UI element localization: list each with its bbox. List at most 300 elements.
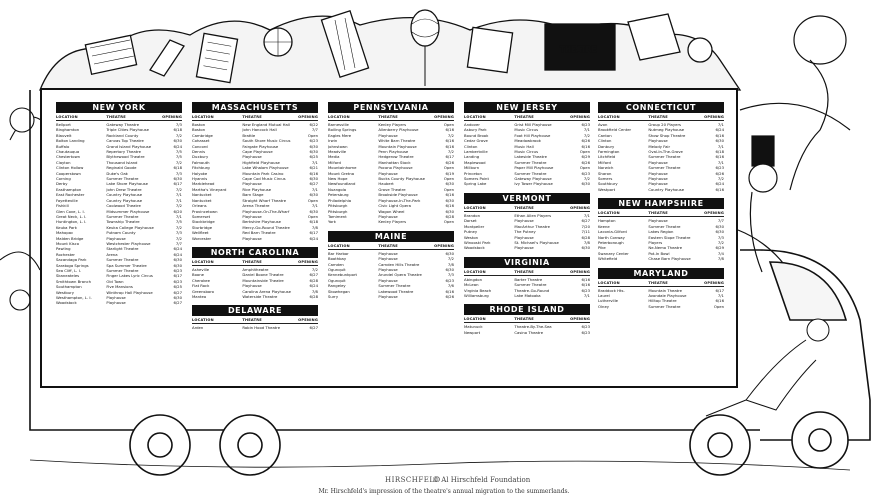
location-cell: Derby (56, 181, 68, 187)
location-cell: Danbury (598, 143, 615, 149)
opening-cell: 6/30 (309, 149, 318, 155)
location-cell: Duxbury (192, 154, 209, 160)
opening-cell: 6/30 (173, 257, 182, 263)
opening-cell: 6/16 (581, 276, 590, 282)
opening-cell: 7/2 (447, 256, 454, 262)
opening-cell: 7/5 (175, 219, 182, 225)
location-cell: Dennis (192, 149, 206, 155)
opening-cell: 6/30 (309, 143, 318, 149)
theatre-cell: Playhouse-In-The-Park (378, 197, 421, 203)
location-cell: Martha's Vineyard (192, 186, 227, 192)
state-block (598, 268, 724, 310)
column-label-theatre: THEATRE (106, 115, 126, 119)
column-header (192, 318, 318, 324)
column-header (464, 115, 590, 121)
theatre-cell: Playhouse (648, 218, 668, 224)
theatre-cell: Casino Theatre (514, 329, 544, 335)
opening-cell: 6/30 (173, 138, 182, 144)
opening-cell: 7/1 (583, 292, 590, 298)
opening-cell: 6/29 (715, 245, 724, 251)
opening-cell: 6/23 (581, 122, 590, 127)
theatre-cell: Playhouse (378, 213, 398, 219)
opening-cell: Open (443, 176, 454, 182)
opening-cell: 7/3 (717, 234, 724, 240)
opening-cell: 6/17 (715, 287, 724, 293)
column-label-theatre: THEATRE (648, 115, 668, 119)
location-cell: Easthampton (56, 186, 82, 192)
opening-cell: 7/8 (717, 256, 724, 262)
theatre-cell: Eastern Slope Theatre (648, 234, 691, 240)
column-label-opening: OPENING (570, 115, 590, 119)
theatre-cell: Grist Mill Playhouse (514, 122, 552, 127)
theatre-cell: St. Michael's Playhouse (514, 239, 559, 245)
location-cell: Boiling Springs (328, 127, 357, 133)
location-cell: Cherokee (192, 277, 210, 283)
state-header: VERMONT (464, 193, 590, 204)
location-cell: Williamsburg (464, 292, 489, 298)
opening-cell: 7/8 (447, 261, 454, 267)
opening-cell: 6/24 (173, 246, 182, 252)
location-cell: Meadville (328, 149, 347, 155)
state-block (328, 231, 454, 300)
theatre-cell: Winthrop Hall Playhouse (106, 289, 153, 295)
location-cell: Mount Gretna (328, 170, 355, 176)
table-row (328, 294, 454, 299)
location-cell: Wellfleet (192, 230, 209, 236)
location-cell: Putney (464, 229, 478, 235)
opening-cell: 6/26 (445, 293, 454, 299)
opening-cell: 7/1 (583, 212, 590, 218)
theatre-cell: Playhouse (378, 132, 398, 138)
opening-cell: 7/2 (175, 159, 182, 165)
opening-cell: 6/18 (173, 165, 182, 171)
theatre-cell: Country Playhouse (106, 197, 143, 203)
opening-cell: 6/20 (173, 208, 182, 214)
opening-cell: Open (713, 303, 724, 309)
opening-cell: 6/24 (173, 251, 182, 257)
theatre-cell: Playhouse (378, 170, 398, 176)
column-label-theatre: THEATRE (514, 317, 534, 322)
table-row (328, 219, 454, 224)
opening-cell: 6/19 (445, 170, 454, 176)
column-header (598, 115, 724, 121)
theatre-cell: Lake Matoaka (514, 292, 541, 298)
opening-cell: 7/2 (175, 186, 182, 192)
column-label-location: LOCATION (192, 259, 214, 264)
location-cell: Boston (192, 122, 206, 127)
state-header: VIRGINIA (464, 257, 590, 268)
column-label-theatre: THEATRE (648, 280, 668, 285)
location-cell: North Conway (598, 234, 625, 240)
column-header (192, 260, 318, 266)
state-header: MARYLAND (598, 268, 724, 279)
column-label-theatre: THEATRE (378, 243, 398, 248)
opening-cell: 6/25 (309, 154, 318, 160)
column-label-location: LOCATION (192, 318, 214, 323)
opening-cell: 6/24 (715, 127, 724, 133)
column-label-opening: OPENING (298, 259, 318, 264)
opening-cell: 6/16 (715, 298, 724, 304)
column-label-opening: OPENING (434, 115, 454, 119)
location-cell: Arden (192, 325, 204, 331)
opening-cell: 7/1 (175, 213, 182, 219)
theatre-cell: Ivy Tower Playhouse (514, 181, 553, 187)
state-block (464, 304, 590, 335)
column-label-theatre: THEATRE (514, 205, 534, 210)
opening-cell: 6/30 (309, 176, 318, 182)
location-cell: Asbury Park (464, 127, 487, 133)
theatre-cell: Playhouse (242, 154, 262, 160)
theatre-cell: Westchester Playhouse (106, 240, 151, 246)
opening-cell: 7/1 (311, 159, 318, 165)
location-cell: Media (328, 154, 340, 160)
opening-cell: 7/2 (175, 235, 182, 241)
location-cell: Worcester (192, 235, 212, 241)
opening-cell: 6/24 (309, 235, 318, 241)
svg-text:THEATRE: THEATRE (560, 45, 597, 54)
theatre-cell: Playhouse (648, 176, 668, 182)
theatre-cell: Summer Theatre (106, 257, 139, 263)
theatre-cell: Five Mansions (106, 284, 133, 290)
opening-cell: Open (579, 165, 590, 171)
table-row (192, 294, 318, 299)
state-header: NORTH CAROLINA (192, 247, 318, 258)
opening-cell: 6/23 (173, 267, 182, 273)
opening-cell: 6/27 (309, 181, 318, 187)
opening-cell: 7/1 (175, 197, 182, 203)
theatre-cell: The Putney (514, 229, 536, 235)
theatre-cell: Mountain Playhouse (378, 143, 417, 149)
location-cell: Boone (192, 272, 204, 278)
column-header (464, 317, 590, 323)
opening-cell: 6/18 (173, 127, 182, 133)
state-header: MASSACHUSETTS (192, 102, 318, 113)
table-row (464, 181, 590, 186)
location-cell: Johnstown (328, 143, 348, 149)
theatre-cell: Wagon Wheel (378, 208, 405, 214)
theatre-cell: Summer Theatre (514, 159, 547, 165)
location-cell: McLean (464, 282, 479, 288)
opening-cell: 6/24 (309, 283, 318, 289)
column-label-location: LOCATION (598, 280, 620, 285)
playbill-board (40, 88, 738, 388)
location-cell: Fayetteville (56, 197, 78, 203)
theatre-cell: Arundel Opera Theatre (378, 272, 422, 278)
opening-cell: 7/1 (583, 127, 590, 133)
theatre-cell: Lake Whalom Playhouse (242, 165, 289, 171)
location-cell: Hyannis (192, 176, 208, 182)
opening-cell: 6/22 (309, 122, 318, 127)
opening-cell: 6/30 (715, 138, 724, 144)
location-cell: Bellport (56, 122, 71, 127)
column-label-opening: OPENING (298, 115, 318, 119)
column-header (328, 115, 454, 121)
location-cell: Petersburg (328, 192, 349, 198)
artist-signature: HIRSCHFELD (385, 476, 441, 484)
theatre-cell: Playhouse (242, 235, 262, 241)
location-cell: Concord (192, 143, 208, 149)
location-cell: Olney (598, 303, 610, 309)
theatre-cell: Lakeside Theatre (514, 154, 547, 160)
theatre-cell: Blythewood Theatre (106, 154, 145, 160)
location-cell: Newfoundland (328, 181, 356, 187)
location-cell: Asheville (192, 266, 210, 272)
theatre-cell: MacArthur Theatre (514, 223, 550, 229)
theatre-cell: Manhattan Stock (378, 159, 411, 165)
column-label-location: LOCATION (192, 115, 214, 119)
location-cell: Southampton (56, 284, 82, 290)
theatre-cell: Playhouse (648, 170, 668, 176)
column-header (598, 211, 724, 217)
theatre-cell: Playhouse (106, 300, 126, 306)
opening-cell: 6/18 (715, 149, 724, 155)
location-cell: Clinton (464, 143, 478, 149)
theatre-cell: Playhouse (106, 235, 126, 241)
opening-cell: 6/30 (309, 208, 318, 214)
theatre-cell: Midsummer Playhouse (106, 208, 150, 214)
column-label-opening: OPENING (570, 205, 590, 210)
theatre-cell: Nutmeg Playhouse (648, 127, 685, 133)
theatre-cell: Straight Wharf Theatre (242, 197, 287, 203)
location-cell: Andover (464, 122, 480, 127)
theatre-cell: Waterside Theatre (242, 293, 278, 299)
theatre-cell: Music Circus (514, 127, 539, 133)
theatre-cell: Daniel Boone Theatre (242, 272, 284, 278)
location-cell: Pawling (56, 246, 71, 252)
opening-cell: 7/3 (175, 170, 182, 176)
location-cell: Mount Kisco (56, 240, 80, 246)
theatre-cell: Mercy-Go-Round Theatre (242, 224, 290, 230)
opening-cell: 6/16 (445, 288, 454, 294)
theatre-cell: Mountain Park Casino (242, 170, 284, 176)
theatre-cell: Old Town (106, 278, 124, 284)
opening-cell: 6/26 (715, 170, 724, 176)
opening-cell: 7/1 (311, 186, 318, 192)
table-row (192, 325, 318, 330)
location-cell: Montpelier (464, 223, 485, 229)
location-cell: Woodstock (464, 245, 485, 251)
opening-cell: 7/2 (447, 132, 454, 138)
theatre-cell: Carolina Arena Playhouse (242, 288, 291, 294)
theatre-cell: Playhouse (514, 218, 534, 224)
location-cell: Ogunquit (328, 277, 346, 283)
theatre-cell: Gateway Playhouse (514, 176, 552, 182)
column-label-location: LOCATION (464, 317, 486, 322)
state-header: CONNECTICUT (598, 102, 724, 113)
theatre-cell: Oval-In-The-Grove (648, 149, 683, 155)
opening-cell: 7/6 (447, 283, 454, 289)
theatre-cell: Grove Theatre (378, 186, 406, 192)
column-header (192, 115, 318, 121)
theatre-cell: Pocono Playhouse (378, 165, 413, 171)
theatre-cell: Hedgerow Theatre (378, 154, 414, 160)
theatre-cell: Rice Playhouse (242, 186, 272, 192)
opening-cell: 6/30 (445, 250, 454, 256)
opening-cell: 6/17 (309, 230, 318, 236)
theatre-cell: Spa Summer Theatre (106, 262, 147, 268)
column-3 (328, 102, 454, 305)
column-5 (598, 102, 724, 315)
theatre-cell: Country Playhouse (106, 192, 143, 198)
location-cell: Fitchburg (192, 165, 210, 171)
column-label-opening: OPENING (434, 243, 454, 248)
location-cell: Holyoke (192, 170, 208, 176)
location-cell: Cedar Grove (464, 138, 488, 144)
theatre-cell: Avondale Playhouse (648, 292, 687, 298)
location-cell: Whitefield (598, 256, 618, 262)
theatre-cell: Keuka College Playhouse (106, 224, 154, 230)
opening-cell: Open (579, 149, 590, 155)
opening-cell: 6/27 (581, 218, 590, 224)
column-label-opening: OPENING (570, 269, 590, 274)
column-label-opening: OPENING (704, 211, 724, 216)
theatre-cell: Summer Theatre (378, 283, 411, 289)
theatre-cell: Playhouse (378, 293, 398, 299)
location-cell: Surry (328, 293, 339, 299)
location-cell: Nantucket (192, 192, 212, 198)
column-label-theatre: THEATRE (648, 211, 668, 216)
location-cell: Irwin (328, 138, 338, 144)
theatre-cell: Lakes Region (648, 229, 674, 235)
opening-cell: 6/16 (445, 127, 454, 133)
table-row (598, 304, 724, 309)
theatre-cell: New England Mutual Hall (242, 122, 290, 127)
theatre-cell: Arena (106, 251, 118, 257)
state-block (464, 257, 590, 299)
location-cell: Southbury (598, 181, 618, 187)
theatre-cell: Grand Island Playhouse (106, 143, 152, 149)
opening-cell: 6/17 (173, 181, 182, 187)
location-cell: Pittsburgh (328, 208, 348, 214)
opening-cell: 6/24 (715, 181, 724, 187)
opening-cell: 6/23 (715, 165, 724, 171)
theatre-cell: Penn Playhouse (378, 149, 409, 155)
theatre-cell: Meadowbrook (514, 138, 541, 144)
theatre-cell: Mountain Theatre (648, 287, 682, 293)
theatre-cell: Chase Barn Playhouse (648, 256, 691, 262)
theatre-cell: Cape Cod Music Circus (242, 176, 286, 182)
location-cell: Mountainhome (328, 165, 357, 171)
opening-cell: 6/30 (715, 223, 724, 229)
opening-cell: Open (307, 197, 318, 203)
opening-cell: 6/23 (581, 287, 590, 293)
location-cell: Somers (598, 176, 613, 182)
location-cell: Newport (464, 329, 481, 335)
column-label-location: LOCATION (328, 243, 350, 248)
location-cell: Chestertown (56, 154, 81, 160)
theatre-cell: Hilltop Theatre (648, 298, 677, 304)
opening-cell: 6/25 (173, 284, 182, 290)
theatre-cell: Players (648, 239, 663, 245)
location-cell: Bound Brook (464, 132, 489, 138)
opening-cell: 7/7 (311, 127, 318, 133)
state-header: MAINE (328, 231, 454, 242)
table-row (598, 187, 724, 192)
theatre-cell: Melody Fair (648, 143, 671, 149)
theatre-cell: Haubert (378, 181, 394, 187)
theatre-cell: Summer Theatre (648, 165, 681, 171)
opening-cell: 6/16 (715, 186, 724, 192)
opening-cell: Open (443, 186, 454, 192)
state-block (464, 102, 590, 187)
location-cell: Stockbridge (192, 219, 215, 225)
opening-cell: 6/28 (309, 277, 318, 283)
opening-cell: 6/29 (581, 154, 590, 160)
location-cell: Swanzey Center (598, 250, 629, 256)
location-cell: Great Neck, L. I. (56, 213, 87, 219)
column-label-opening: OPENING (298, 318, 318, 323)
theatre-cell: Township Theatre (106, 219, 140, 225)
column-label-opening: OPENING (704, 280, 724, 285)
column-header (56, 115, 182, 121)
column-label-location: LOCATION (598, 115, 620, 119)
location-cell: Glen Cove, L. I. (56, 208, 85, 214)
theatre-cell: Group 20 Players (648, 122, 681, 127)
theatre-cell: South Shore Music Circus (242, 138, 291, 144)
location-cell: Keene (598, 223, 610, 229)
opening-cell: Open (443, 219, 454, 225)
location-cell: Philadelphia (328, 197, 352, 203)
theatre-cell: Thousand Island (106, 159, 138, 165)
table-row (464, 245, 590, 250)
theatre-cell: Robin Hood Theatre (242, 325, 281, 331)
theatre-cell: Playhouse (378, 277, 398, 283)
location-cell: Westbury (56, 289, 74, 295)
opening-cell: 6/27 (309, 272, 318, 278)
opening-cell: 7/1 (717, 143, 724, 149)
theatre-cell: Country Playhouse (648, 186, 685, 192)
location-cell: Matunuck (464, 324, 483, 330)
theatre-cell: John Hancock Hall (242, 127, 277, 133)
theatre-cell: Barter Theatre (514, 276, 543, 282)
theatre-cell: Ethan Allen Players (514, 212, 552, 218)
opening-cell: 7/8 (583, 239, 590, 245)
opening-cell: 6/27 (309, 325, 318, 331)
location-cell: Sacandaga Park (56, 257, 87, 263)
column-label-location: LOCATION (56, 115, 78, 119)
theatre-cell: Canvas Top Theatre (106, 138, 144, 144)
opening-cell: 6/16 (715, 132, 724, 138)
location-cell: Cooperstown (56, 170, 81, 176)
location-cell: Sturbridge (192, 224, 213, 230)
state-block (598, 198, 724, 261)
opening-cell: 6/30 (309, 192, 318, 198)
location-cell: Westhampton, L. I. (56, 295, 92, 300)
column-header (598, 281, 724, 287)
column-2 (192, 102, 318, 337)
opening-cell: 6/30 (581, 245, 590, 251)
theatre-cell: Repertory Theatre (106, 149, 142, 155)
state-block (56, 102, 182, 306)
theatre-cell: Berkshire Playhouse (242, 219, 281, 225)
opening-cell: 6/30 (445, 197, 454, 203)
column-header (464, 206, 590, 212)
theatre-cell: Playhouse (378, 256, 398, 262)
opening-cell: Open (307, 132, 318, 138)
theatre-cell: Coolwood Theatre (106, 203, 141, 209)
state-header: DELAWARE (192, 305, 318, 316)
theatre-cell: Triple Cities Playhouse (106, 127, 149, 133)
state-block (598, 102, 724, 192)
opening-cell: 6/21 (309, 165, 318, 171)
location-cell: Clinton Hollow (56, 165, 84, 171)
state-block (464, 193, 590, 251)
state-header: NEW HAMPSHIRE (598, 198, 724, 209)
location-cell: Norwich (598, 165, 614, 171)
theatre-cell: Playhouse (378, 250, 398, 256)
column-label-location: LOCATION (464, 205, 486, 210)
theatre-cell: Summer Theatre (514, 170, 547, 176)
